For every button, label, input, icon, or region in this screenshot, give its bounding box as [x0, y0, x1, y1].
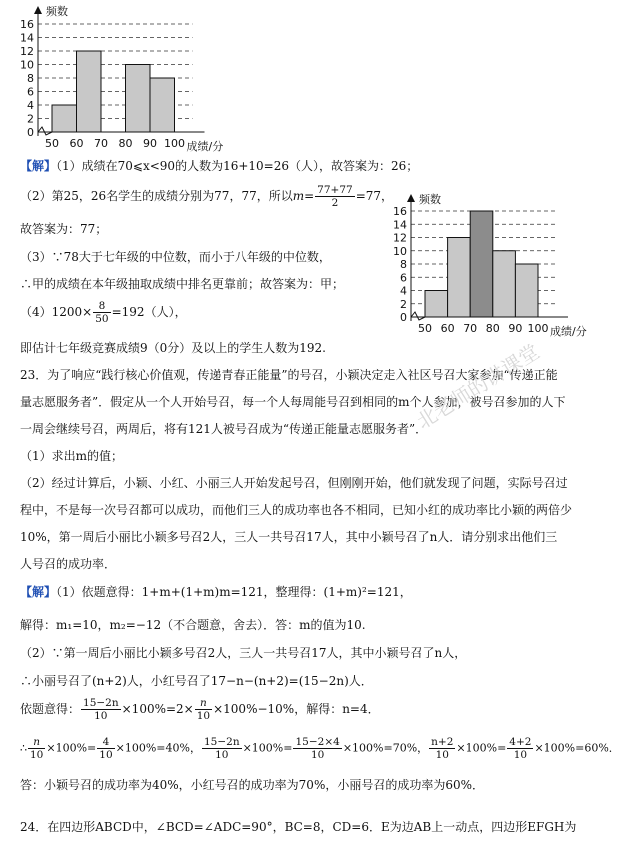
frac-den: 50 — [95, 313, 109, 325]
histogram-bar — [150, 78, 175, 132]
y-tick-label: 4 — [400, 284, 407, 298]
histogram-chart-2 — [385, 188, 601, 338]
frac-num: n — [195, 697, 212, 710]
a6g: ×100%=60%． — [534, 741, 620, 755]
p23-line-4: （1）求出m的值； — [20, 449, 124, 463]
frac-den: 2 — [331, 197, 339, 209]
y-tick-label: 8 — [27, 72, 34, 85]
frac-num: 77+77 — [317, 184, 353, 196]
sol-4a: （4）1200× — [20, 305, 93, 319]
p23-line-7: 10%，第一周后小丽比小颖多号召2人，三人一共号召17人，其中小颖号召了n人．请分别求出他们三 — [20, 530, 558, 544]
y-tick-label: 4 — [27, 99, 34, 112]
y-tick-label: 10 — [393, 244, 407, 258]
a6a: ∴ — [20, 741, 27, 755]
x-axis-label: 成绩/分 — [186, 140, 224, 153]
x-tick-label: 60 — [440, 322, 455, 335]
x-tick-label: 90 — [143, 137, 157, 150]
a5b: ×100%=2× — [121, 702, 194, 716]
fraction — [28, 736, 45, 761]
a23-line-1 — [20, 583, 412, 600]
y-tick-label: 6 — [27, 85, 34, 99]
sol-4c: 即估计七年级竞赛成绩9（0分）及以上的学生人数为192. — [20, 341, 326, 355]
fraction — [429, 736, 455, 761]
y-tick-label: 12 — [393, 231, 407, 245]
a23-line-7: 答：小颖号召的成功率为40%，小红号召的成功率为70%，小丽号召的成功率为60%． — [20, 778, 485, 792]
frac-num: 15−2×4 — [295, 736, 340, 748]
fraction — [97, 736, 114, 761]
solution-line-4 — [20, 300, 187, 325]
x-tick-label: 100 — [164, 137, 185, 150]
x-axis-label: 成绩/分 — [550, 325, 587, 338]
a23-line-5 — [20, 697, 380, 722]
x-tick-label: 100 — [527, 322, 549, 335]
frac-num: 8 — [93, 300, 110, 313]
y-tick-label: 0 — [27, 126, 34, 139]
fraction — [315, 184, 355, 209]
y-tick-label: 14 — [20, 31, 34, 45]
sol-2b: 故答案为：77； — [20, 222, 108, 236]
fraction — [507, 736, 533, 761]
y-tick-label: 6 — [400, 271, 407, 285]
frac-den: 10 — [435, 749, 449, 761]
eq: = — [304, 189, 315, 203]
sol-4b: =192（人）， — [111, 305, 187, 319]
fraction — [202, 736, 242, 761]
frac-den: 10 — [513, 749, 528, 761]
histogram-bar — [425, 291, 448, 318]
frac-den: 10 — [196, 710, 211, 722]
a6b: ×100%= — [46, 741, 97, 755]
y-axis-label: 频数 — [46, 5, 68, 18]
frac-den: 10 — [30, 749, 44, 761]
y-tick-label: 14 — [393, 218, 407, 232]
x-tick-label: 50 — [418, 322, 432, 335]
a6e: ×100%=70%， — [342, 741, 429, 755]
histogram-bar — [493, 251, 516, 317]
x-tick-label: 90 — [508, 322, 523, 335]
y-axis-arrow-icon — [34, 6, 42, 14]
y-tick-label: 2 — [400, 297, 407, 311]
frac-den: 10 — [94, 710, 108, 722]
answer-tag: 【解】 — [20, 585, 57, 599]
axis-break-icon — [411, 312, 425, 320]
sol-3a: （3）∵78大于七年级的中位数，而小于八年级的中位数， — [20, 250, 331, 264]
histogram-bar — [126, 65, 151, 133]
frac-num: n — [28, 736, 45, 749]
var-m: m — [292, 189, 305, 203]
y-tick-label: 16 — [20, 18, 34, 31]
axis-break-icon — [38, 127, 52, 135]
a23-1: （1）依题意得：1+m+(1+m)m=121，整理得：(1+m)²=121， — [56, 585, 412, 599]
p23-line-3: 一周会继续号召，两周后，将有121人被号召成为“传递正能量志愿服务者”． — [20, 422, 428, 436]
x-tick-label: 70 — [463, 322, 478, 335]
p23-line-8: 人号召的成功率． — [20, 557, 117, 571]
x-tick-label: 50 — [45, 137, 59, 150]
sol-1: （1）成绩在70⩽x<90的人数为16+10=26（人），故答案为：26； — [56, 159, 419, 173]
sol-2-res: =77， — [355, 189, 394, 203]
a6f: ×100%= — [456, 741, 507, 755]
y-tick-label: 16 — [393, 205, 407, 218]
histogram-bar — [448, 238, 471, 318]
y-tick-label: 0 — [400, 311, 407, 324]
p23-line-1: 23．为了响应“践行核心价值观，传递青春正能量”的号召，小颖决定走入社区号召大家参加“传递正能 — [20, 368, 558, 382]
a23-line-6 — [20, 736, 620, 761]
histogram-bar — [470, 211, 493, 317]
y-tick-label: 10 — [20, 58, 34, 72]
p24-line-1: 24．在四边形ABCD中，∠BCD=∠ADC=90°，BC=8，CD=6．E为边AB上一动点，四边形EFGH为 — [20, 820, 577, 834]
y-tick-label: 12 — [20, 45, 34, 58]
watermark: 北老师的讲课堂 — [412, 339, 544, 434]
x-tick-label: 80 — [485, 322, 500, 335]
a6d: ×100%= — [242, 741, 293, 755]
a6c: ×100%=40%， — [115, 741, 201, 755]
p23-line-6: 程中，不是每一次号召都可以成功，而他们三人的成功率也各不相同，已知小红的成功率比小颖的两倍少 — [20, 503, 573, 517]
fraction — [81, 697, 121, 722]
a23-line-3: （2）∵第一周后小丽比小颖多号召2人，三人一共号召17人，其中小颖号召了n人， — [20, 646, 467, 660]
fraction — [93, 300, 110, 325]
frac-den: 10 — [99, 749, 113, 761]
x-tick-label: 70 — [94, 137, 108, 150]
a23-line-2: 解得：m₁=10，m₂=−12（不合题意，舍去）．答：m的值为10. — [20, 618, 366, 632]
solution-line-2 — [20, 184, 393, 209]
histogram-chart-1 — [0, 0, 260, 160]
fraction — [293, 736, 341, 761]
frac-den: 10 — [215, 749, 229, 761]
p23-line-5: （2）经过计算后，小颖、小红、小丽三人开始发起号召，但刚刚开始，他们就发现了问题，实际号召过 — [20, 476, 568, 490]
a23-line-4: ∴小丽号召了(n+2)人，小红号召了17−n−(n+2)=(15−2n)人． — [20, 674, 373, 688]
frac-num: n+2 — [431, 736, 454, 748]
a5c: ×100%−10%，解得：n=4． — [213, 702, 380, 716]
histogram-bar — [77, 51, 102, 132]
y-tick-label: 2 — [27, 112, 34, 126]
histogram-bar — [52, 105, 77, 132]
y-axis-label: 频数 — [419, 193, 441, 206]
p23-line-2: 量志愿服务者”．假定从一个人开始号召，每一个人每周能号召到相同的m个人参加，被号召参加的人下 — [20, 395, 566, 409]
histogram-bar — [515, 264, 538, 317]
frac-num: 15−2n — [83, 697, 119, 709]
fraction — [195, 697, 212, 722]
frac-num: 4+2 — [509, 736, 532, 748]
frac-num: 4 — [97, 736, 114, 749]
frac-num: 15−2n — [203, 736, 240, 748]
solution-line-1 — [20, 157, 418, 174]
sol-3b: ∴甲的成绩在本年级抽取成绩中排名更靠前；故答案为：甲； — [20, 277, 345, 291]
y-axis-arrow-icon — [407, 194, 415, 202]
answer-tag: 【解】 — [20, 159, 57, 173]
frac-den: 10 — [310, 749, 325, 761]
sol-2-text: （2）第25，26名学生的成绩分别为77，77，所以 — [20, 189, 293, 203]
y-tick-label: 8 — [400, 258, 407, 271]
x-tick-label: 60 — [69, 137, 84, 150]
x-tick-label: 80 — [118, 137, 133, 150]
a5a: 依题意得： — [20, 702, 81, 716]
